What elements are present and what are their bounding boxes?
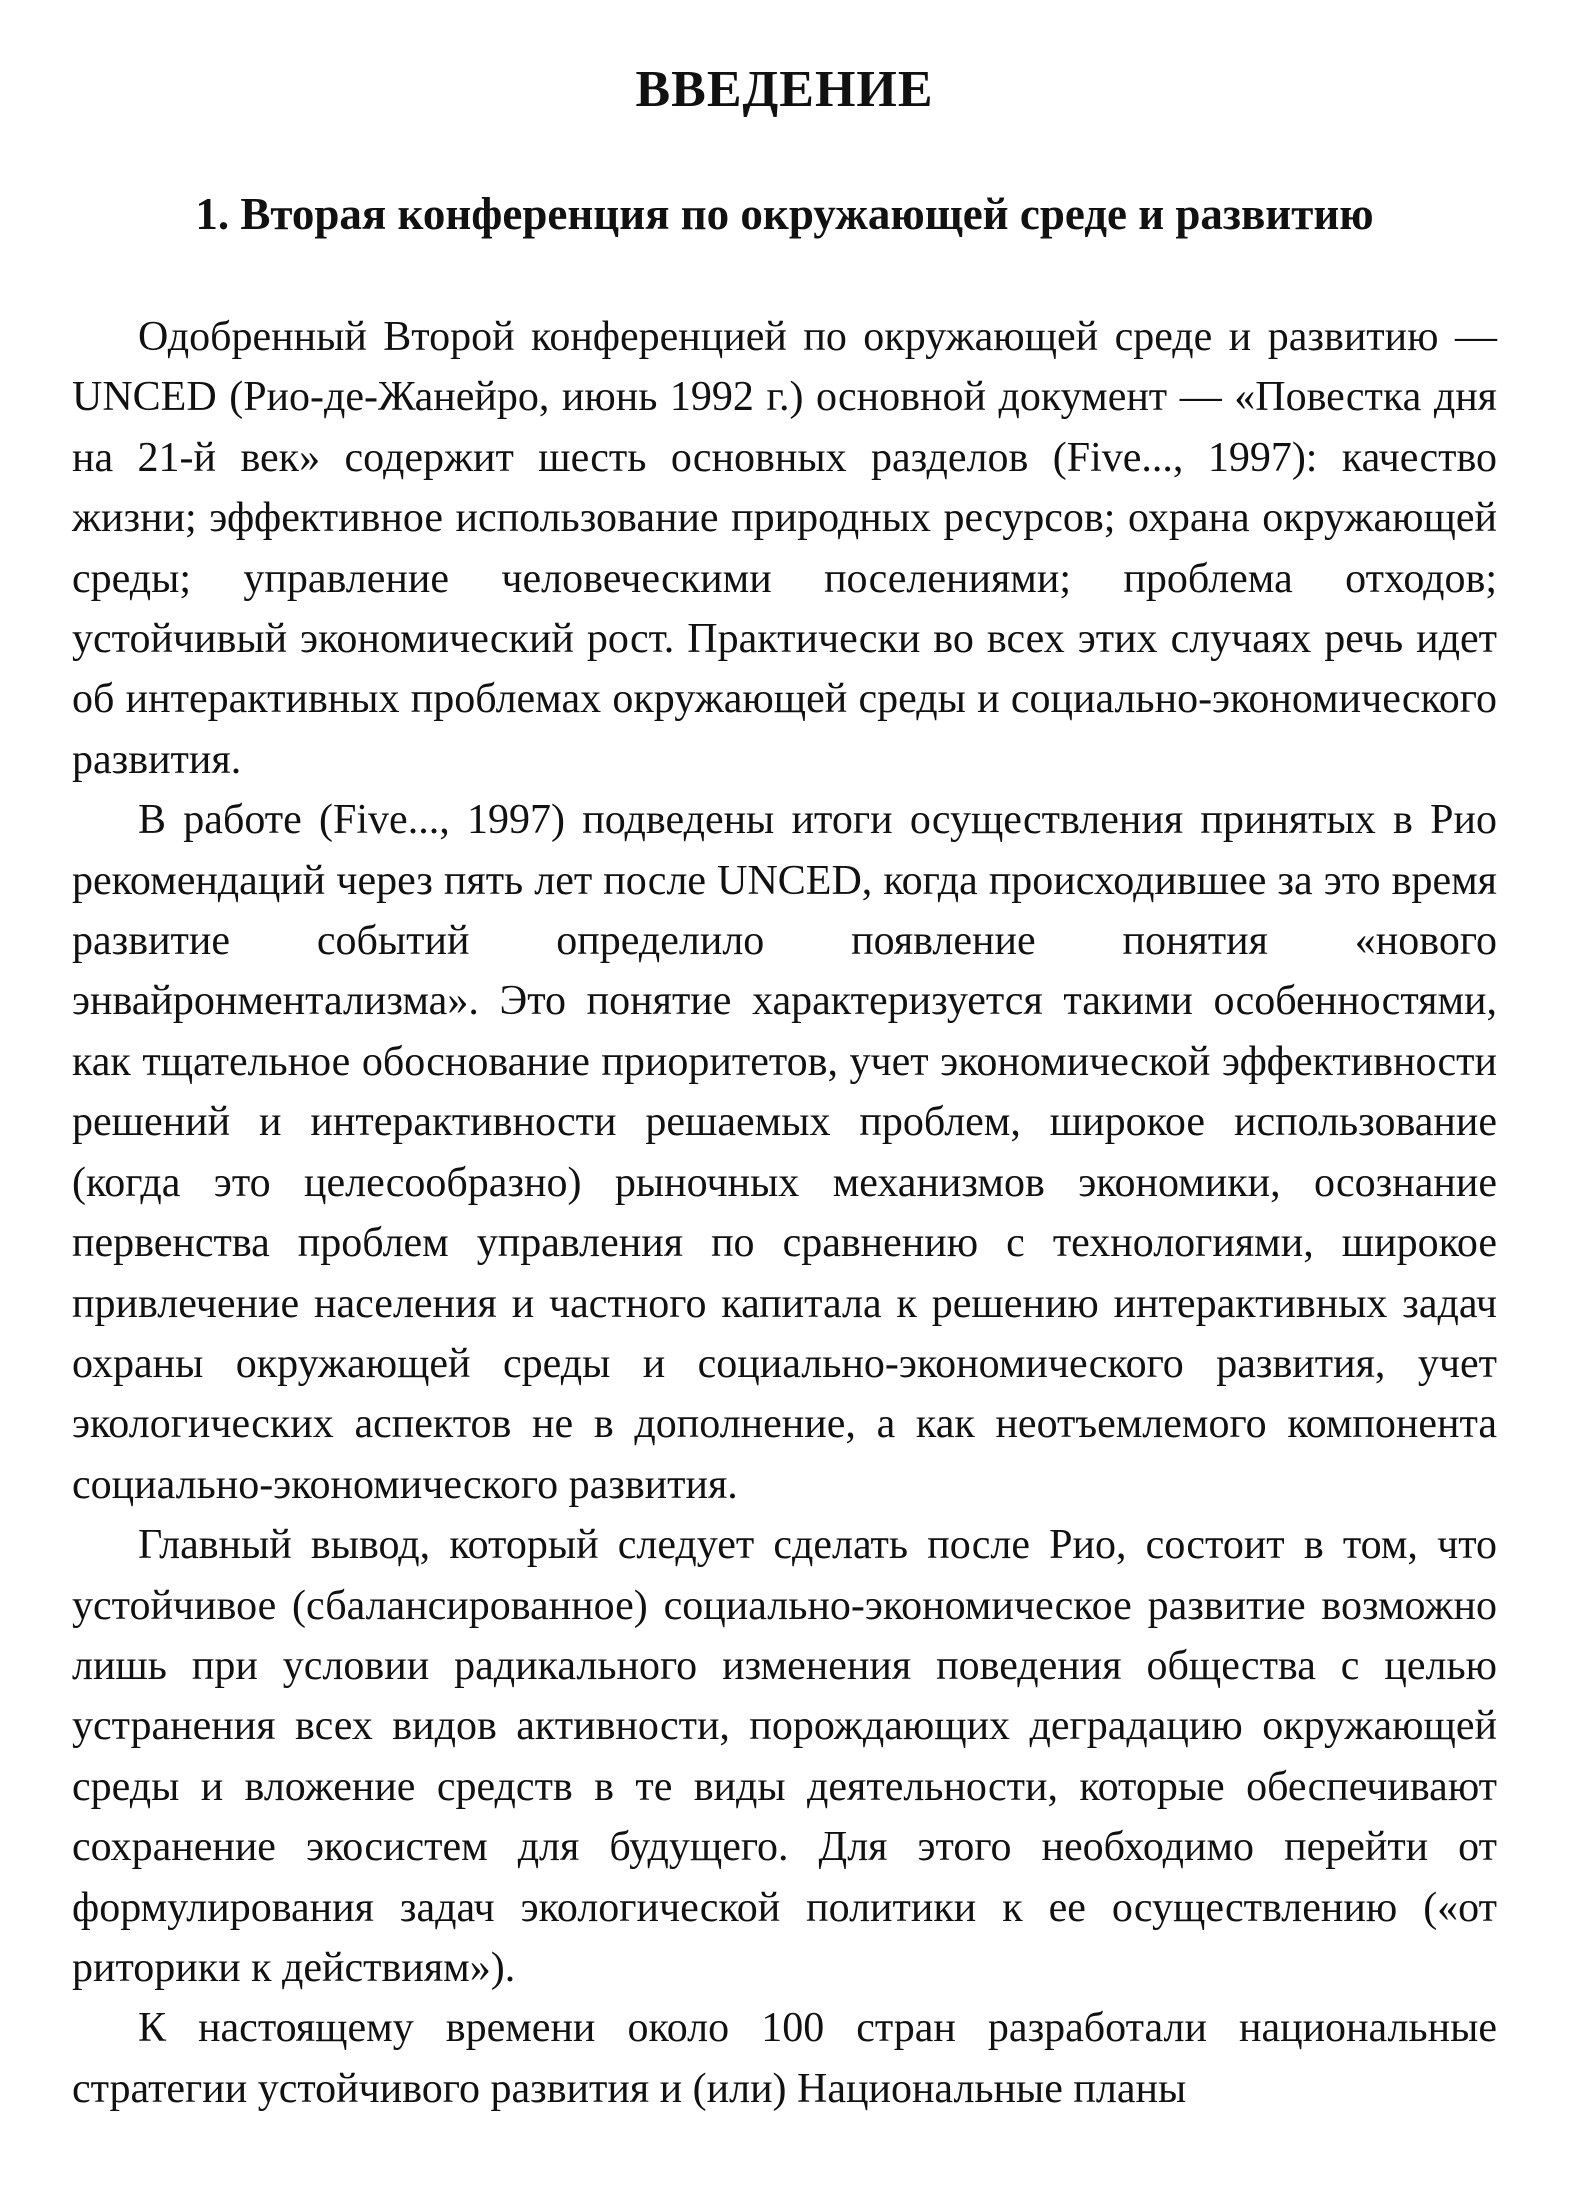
paragraph-2: В работе (Five..., 1997) подведены итоги осуществления принятых в Рио рекомендаций через пять лет после UNCED, когда происходившее за это время развитие событий определило появление понятия «нового энвайронментализма». Это понятие характеризуется такими особенностями, как тщательное обоснование приоритетов, учет экономической эффективности решений и интерактивности решаемых проблем, широкое использование (когда это целесообразно) рыночных механизмов экономики, осознание первенства проблем управления по сравнению с технологиями, широкое привлечение населения и частного капитала к решению интерактивных задач охраны окружающей среды и социально-экономического развития, учет экологических аспектов не в дополнение, а как неотъемлемого компонента социально-экономического развития. (72, 797, 1497, 1508)
section-title: 1. Вторая конференция по окружающей среде и развитию (195, 189, 1374, 239)
paragraph-3: Главный вывод, который следует сделать после Рио, состоит в том, что устойчивое (сбалансированное) социально-экономическое развитие возможно лишь при условии радикального изменения поведения общества с целью устранения всех видов активности, порождающих деградацию окружающей среды и вложение средств в те виды деятельности, которые обеспечивают сохранение экосистем для будущего. Для этого необходимо перейти от формулирования задач экологической политики к ее осуществлению («от риторики к действиям»). (72, 1522, 1497, 1991)
paragraph-4: К настоящему времени около 100 стран разработали национальные стратегии устойчивого развития и (или) Национальные планы (72, 2005, 1497, 2112)
body-text (72, 307, 1497, 2119)
chapter-title: ВВЕДЕНИЕ (635, 61, 934, 118)
paragraph-1: Одобренный Второй конференцией по окружающей среде и развитию — UNCED (Рио-де-Жанейро, июнь 1992 г.) основной документ — «Повестка дня на 21-й век» содержит шесть основных разделов (Five..., 1997): качество жизни; эффективное использование природных ресурсов; охрана окружающей среды; управление человеческими поселениями; проблема отходов; устойчивый экономический рост. Практически во всех этих случаях речь идет об интерактивных проблемах окружающей среды и социально-экономического развития. (72, 314, 1497, 783)
